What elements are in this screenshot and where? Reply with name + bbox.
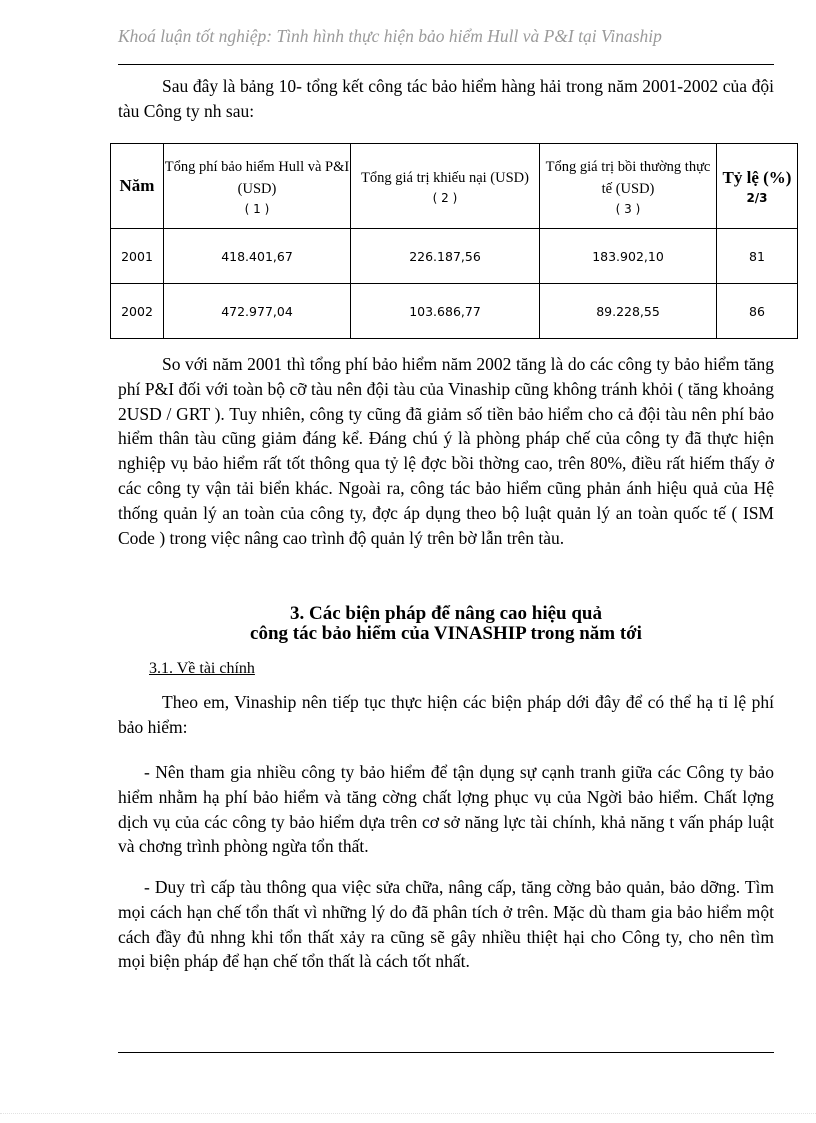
cell-year: 2002: [111, 284, 164, 339]
cell-compensation: 89.228,55: [540, 284, 717, 339]
measures-intro-paragraph: Theo em, Vinaship nên tiếp tục thực hiện các biện pháp dới đây để có thể hạ tỉ lệ phí bảo hiểm:: [118, 692, 774, 737]
table-row: [111, 284, 798, 339]
subsection-heading: 3.1. Về tài chính: [149, 660, 255, 677]
page-edge-dotted-line: [0, 1113, 816, 1114]
cell-premium: 472.977,04: [164, 284, 351, 339]
page-header: Khoá luận tốt nghiệp: Tình hình thực hiện bảo hiểm Hull và P&I tại Vinaship: [118, 26, 662, 46]
cell-claims: 226.187,56: [351, 229, 540, 284]
table-row: [111, 229, 798, 284]
header-premium: Tổng phí bảo hiểm Hull và P&I (USD) ( 1 ): [164, 144, 351, 229]
measure-paragraph-2: - Duy trì cấp tàu thông qua việc sửa chữa, nâng cấp, tăng cờng bảo quản, bảo dỡng. Tìm mọi cách hạn chế tổn thất vì những lý do đã phân tích ở trên. Mặc dù tham gia bảo hiểm một cách đầy đủ nhng khi tổn thất xảy ra cũng sẽ gây nhiều thiệt hại cho Công ty, cho nên tìm mọi biện pháp để hạn chế tổn thất là cách tốt nhất.: [118, 877, 774, 972]
table-header-row: [111, 144, 798, 229]
header-ratio: Tỷ lệ (%) 2/3: [717, 144, 798, 229]
analysis-paragraph: So với năm 2001 thì tổng phí bảo hiểm năm 2002 tăng là do các công ty bảo hiểm tăng phí P&I đối với toàn bộ cỡ tàu nên đội tàu của Vinaship cũng không tránh khỏi ( tăng khoảng 2USD / GRT ). Tuy nhiên, công ty cũng đã giảm số tiền bảo hiểm cho cả đội tàu nên phí bảo hiểm thân tàu cũng giảm đáng kể. Đáng chú ý là phòng pháp chế của công ty đã thực hiện nghiệp vụ bảo hiểm rất tốt thông qua tỷ lệ đợc bồi thờng cao, trên 80%, điều rất hiếm thấy ở các công ty vận tải biển khác. Ngoài ra, công tác bảo hiểm cũng phản ánh hiệu quả của Hệ thống quản lý an toàn của công ty, đợc áp dụng theo bộ luật quản lý an toàn quốc tế ( ISM Code ) trong việc nâng cao trình độ quản lý trên bờ lẫn trên tàu.: [118, 354, 774, 548]
intro-paragraph: Sau đây là bảng 10- tổng kết công tác bảo hiểm hàng hải trong năm 2001-2002 của đội tàu Công ty nh sau:: [118, 76, 774, 121]
cell-premium: 418.401,67: [164, 229, 351, 284]
cell-compensation: 183.902,10: [540, 229, 717, 284]
measure-paragraph-1: - Nên tham gia nhiều công ty bảo hiểm để tận dụng sự cạnh tranh giữa các Công ty bảo hiểm nhằm hạ phí bảo hiểm và tăng cờng chất lợng phục vụ của Ngời bảo hiểm. Chất lợng dịch vụ của các công ty bảo hiểm dựa trên cơ sở năng lực tài chính, khả năng t vấn pháp luật và chơng trình phòng ngừa tổn thất.: [118, 762, 774, 857]
section-heading-line2: công tác bảo hiểm của VINASHIP trong năm tới: [250, 623, 642, 644]
cell-ratio: 81: [717, 229, 798, 284]
cell-claims: 103.686,77: [351, 284, 540, 339]
section-heading-line1: 3. Các biện pháp để nâng cao hiệu quả: [290, 603, 602, 624]
footer-rule: [118, 1052, 774, 1053]
header-compensation: Tổng giá trị bồi thường thực tế (USD) ( 3 ): [540, 144, 717, 229]
header-rule: [118, 64, 774, 65]
cell-year: 2001: [111, 229, 164, 284]
header-year: Năm: [111, 144, 164, 229]
header-claims: Tổng giá trị khiếu nại (USD) ( 2 ): [351, 144, 540, 229]
cell-ratio: 86: [717, 284, 798, 339]
insurance-summary-table: [110, 143, 798, 339]
